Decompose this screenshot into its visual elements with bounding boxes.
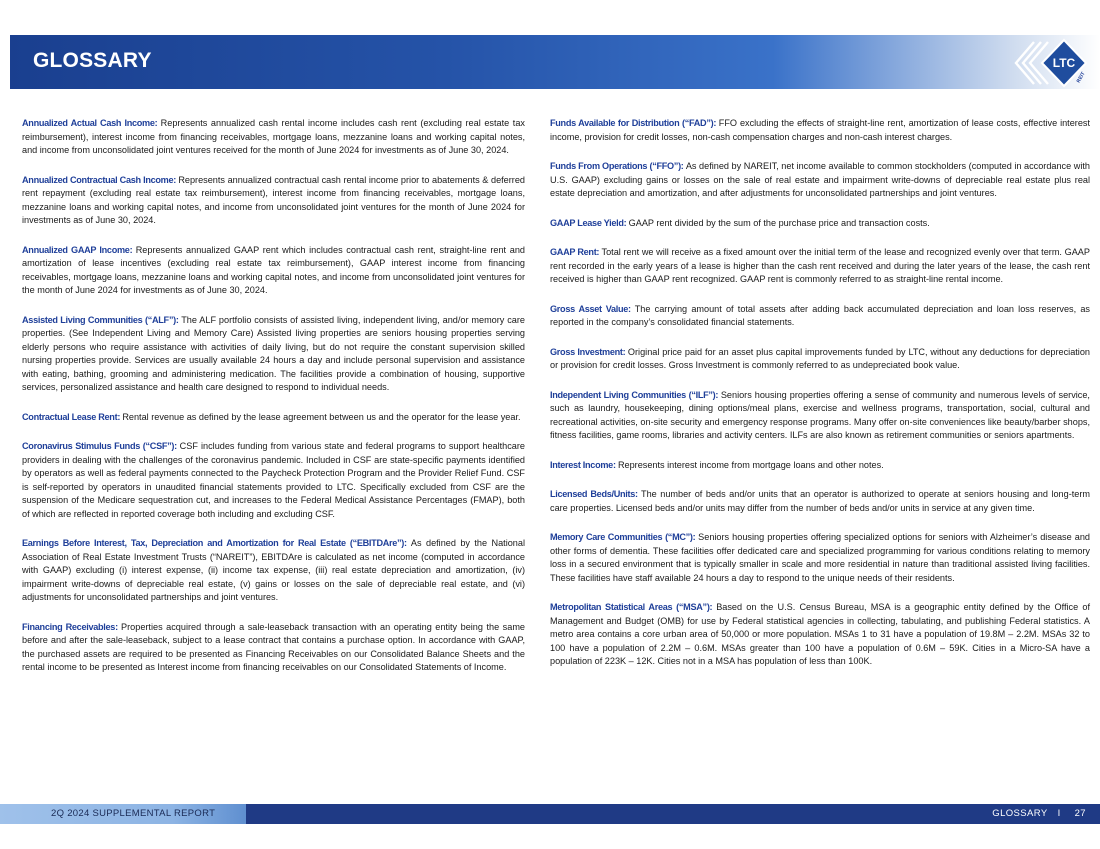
glossary-entry (22, 411, 525, 425)
glossary-term: Contractual Lease Rent: (22, 411, 121, 422)
glossary-term: Licensed Beds/Units: (550, 489, 638, 499)
glossary-term: Gross Asset Value: (550, 303, 631, 314)
glossary-definition: Seniors housing properties offering specialized options for seniors with Alzheimer’s disease and other forms of dementia. These facilities offer dedicated care and specialized programming for various conditions relating to memory loss in a secured environment that is typically smaller in scale and more residential in nature than traditional assisted living facilities. These facilities have staff available 24 hours a day to respond to the unique needs of their residents. (550, 532, 1090, 583)
footer-separator: I (1057, 808, 1061, 819)
glossary-entry (550, 601, 1090, 669)
logo-badge: REIT (1075, 71, 1087, 84)
ltc-reit-logo (1000, 36, 1096, 90)
page-header-bar (10, 35, 1100, 89)
glossary-term: Interest Income: (550, 459, 616, 470)
glossary-definition: Seniors housing properties offering a sense of community and numerous levels of service, such as laundry, housekeeping, dining options/meal plans, exercise and wellness programs, transportation, social, cultural and recreational activities, on-site security and emergency response programs. Many offer on-site conveniences like beauty/barber shops, fitness facilities, game rooms, libraries and activity centers. ILFs are also known as retirement communities or seniors apartments. (550, 389, 1090, 440)
glossary-term: Assisted Living Communities (“ALF”): (22, 314, 179, 325)
glossary-definition: Represents annualized cash rental income includes cash rent (excluding real estate tax reimbursement), interest income from financing receivables, mortgage loans, mezzanine loans and working capital notes, and income from unconsolidated joint ventures received for the month of June 2024 for investments as of June 30, 2024. (22, 118, 525, 155)
glossary-term: Annualized Actual Cash Income: (22, 118, 158, 128)
glossary-definition: Original price paid for an asset plus capital improvements funded by LTC, without any deductions for depreciation or provision for credit losses. Gross Investment is commonly referred to as undepreciated book value. (550, 346, 1090, 370)
glossary-definition: Represents interest income from mortgage loans and other notes. (617, 459, 884, 470)
page-footer (0, 804, 1100, 824)
glossary-definition: The ALF portfolio consists of assisted living, independent living, and/or memory care properties. (See Independent Living and Memory Care) Assisted living properties are seniors housing properties serving elderly persons who require assistance with activities of daily living, but do not require the constant supervision skilled nursing properties provide. Services are usually available 24 hours a day and include personal supervision and assistance with eating, bathing, grooming and administering medication. The facilities provide a combination of housing, supportive services, personalized assistance and health care designed to respond to individual needs. (22, 314, 525, 392)
glossary-definition: As defined by NAREIT, net income available to common stockholders (computed in accordance with U.S. GAAP) excluding gains or losses on the sale of real estate and impairment write-downs of depreciable real estate plus real estate depreciation and amortization, and after adjustments for unconsolidated partnerships and joint ventures. (550, 161, 1090, 198)
glossary-entry (550, 217, 1090, 231)
glossary-term: Metropolitan Statistical Areas (“MSA”): (550, 602, 713, 612)
glossary-term: Gross Investment: (550, 346, 626, 357)
glossary-definition: The carrying amount of total assets after adding back accumulated depreciation and loan loss reserves, as reported in the company’s consolidated financial statements. (550, 303, 1090, 327)
footer-report-title: 2Q 2024 SUPPLEMENTAL REPORT (51, 808, 216, 819)
glossary-definition: FFO excluding the effects of straight-line rent, amortization of lease costs, effective interest income, provision for credit losses, non-cash compensation charges and non-cash interest charges. (550, 118, 1091, 142)
glossary-term: GAAP Lease Yield: (550, 217, 627, 228)
glossary-column-left (22, 117, 525, 691)
footer-page-info (992, 808, 1086, 819)
glossary-entry (550, 531, 1090, 585)
glossary-term: Earnings Before Interest, Tax, Depreciation and Amortization for Real Estate (“EBITDAre”): (22, 538, 407, 548)
glossary-definition: Represents annualized GAAP rent which includes contractual cash rent, straight-line rent and amortization of lease incentives (excluding real estate tax reimbursement), GAAP interest income from financing receivables, mortgage loans, mezzanine loans and working capital notes, and income from unconsolidated joint ventures for the month of June 2024 for investments as of June 30, 2024. (22, 244, 525, 295)
glossary-definition: Properties acquired through a sale-leaseback transaction with an operating entity being the same before and after the sale-leaseback, subject to a lease contract that contains a purchase option. In accordance with GAAP, the purchased assets are required to be presented as Financing Receivables on our Consolidated Balance Sheets and the rental income to be presented as Interest income from financing receivables on our Consolidated Statements of Income. (22, 621, 525, 672)
glossary-definition: Total rent we will receive as a fixed amount over the initial term of the lease and recognized evenly over that term. GAAP rent recorded in the early years of a lease is higher than the cash rent received and during the later years of the lease, the cash rent received is higher than GAAP rent recognized. GAAP rent is commonly referred to as straight-line rental income. (550, 247, 1090, 284)
footer-report-band (0, 804, 246, 824)
glossary-term: Financing Receivables: (22, 621, 118, 632)
glossary-entry (550, 389, 1090, 443)
glossary-definition: GAAP rent divided by the sum of the purchase price and transaction costs. (628, 217, 930, 228)
glossary-definition: Based on the U.S. Census Bureau, MSA is a geographic entity defined by the Office of Management and Budget (OMB) for use by Federal statistical agencies in collecting, tabulating, and publishing Federal statistics. A metro area contains a core urban area of 50,000 or more population. MSAs 1 to 31 have a population of 19.8M – 2.2M. MSAs 32 to 100 have a population of 2.2M – 0.6M. MSAs greater than 100 have a population of 0.6M – 59K. Cities in a Micro-SA have a population of 223K – 12K. Cities not in a MSA has population of less than 100K. (550, 602, 1090, 666)
glossary-entry (22, 621, 525, 675)
glossary-entry (550, 246, 1090, 287)
glossary-term: Annualized Contractual Cash Income: (22, 174, 176, 185)
glossary-entry (22, 440, 525, 521)
footer-section-label: GLOSSARY (992, 808, 1048, 819)
glossary-entry (22, 537, 525, 605)
footer-page-number: 27 (1074, 808, 1086, 819)
glossary-definition: As defined by the National Association of Real Estate Investment Trusts (“NAREIT”), EBITDAre is calculated as net income (computed in accordance with GAAP) excluding (i) interest expense, (ii) income tax expense, (iii) real estate depreciation and amortization, (iv) impairment write-downs of depreciable real estate, (v) gains or losses on the sale of depreciable real estate, and (vi) adjustments for unconsolidated partnerships and joint ventures. (22, 538, 525, 602)
glossary-term: Memory Care Communities (“MC”): (550, 532, 696, 542)
glossary-term: Coronavirus Stimulus Funds (“CSF”): (22, 441, 177, 451)
glossary-entry (550, 117, 1090, 144)
glossary-entry (22, 244, 525, 298)
glossary-entry (22, 314, 525, 395)
glossary-column-right (550, 117, 1090, 685)
glossary-term: GAAP Rent: (550, 247, 600, 257)
glossary-entry (550, 346, 1090, 373)
glossary-entry (550, 160, 1090, 201)
glossary-term: Independent Living Communities (“ILF”): (550, 389, 719, 400)
glossary-entry (550, 459, 1090, 473)
page-title: GLOSSARY (33, 49, 152, 72)
glossary-term: Funds Available for Distribution (“FAD”): (550, 118, 717, 128)
glossary-entry (22, 174, 525, 228)
logo-text: LTC (1052, 56, 1076, 70)
glossary-definition: CSF includes funding from various state and federal programs to support healthcare providers in dealing with the challenges of the coronavirus pandemic. Included in CSF are state-specific payments identified by operators as well as federal payments connected to the Paycheck Protection Program and the Provider Relief Fund. CSF is self-reported by operators in unaudited financial statements provided to LTC. Specifically excluded from CSF are the suspension of the Medicare sequestration cut, and increases to the Federal Medical Assistance Percentages (FMAP), both of which are reflected in reported coverage both including and excluding CSF. (22, 441, 525, 519)
glossary-entry (550, 488, 1090, 515)
glossary-definition: Rental revenue as defined by the lease agreement between us and the operator for the lease year. (122, 411, 521, 422)
glossary-entry (22, 117, 525, 158)
glossary-entry (550, 303, 1090, 330)
glossary-term: Annualized GAAP Income: (22, 244, 133, 255)
glossary-term: Funds From Operations (“FFO”): (550, 161, 684, 171)
glossary-definition: Represents annualized contractual cash rental income prior to abatements & deferred rent repayment (excluding real estate tax reimbursement), interest income from financing receivables, mortgage loans, mezzanine loans and working capital notes, and income from unconsolidated joint ventures for the month of June 2024 for investments as of June 30, 2024. (22, 174, 525, 225)
glossary-definition: The number of beds and/or units that an operator is authorized to operate at seniors housing and long-term care properties. Licensed beds and/or units may differ from the number of beds and/or units in service at any given time. (550, 489, 1090, 513)
